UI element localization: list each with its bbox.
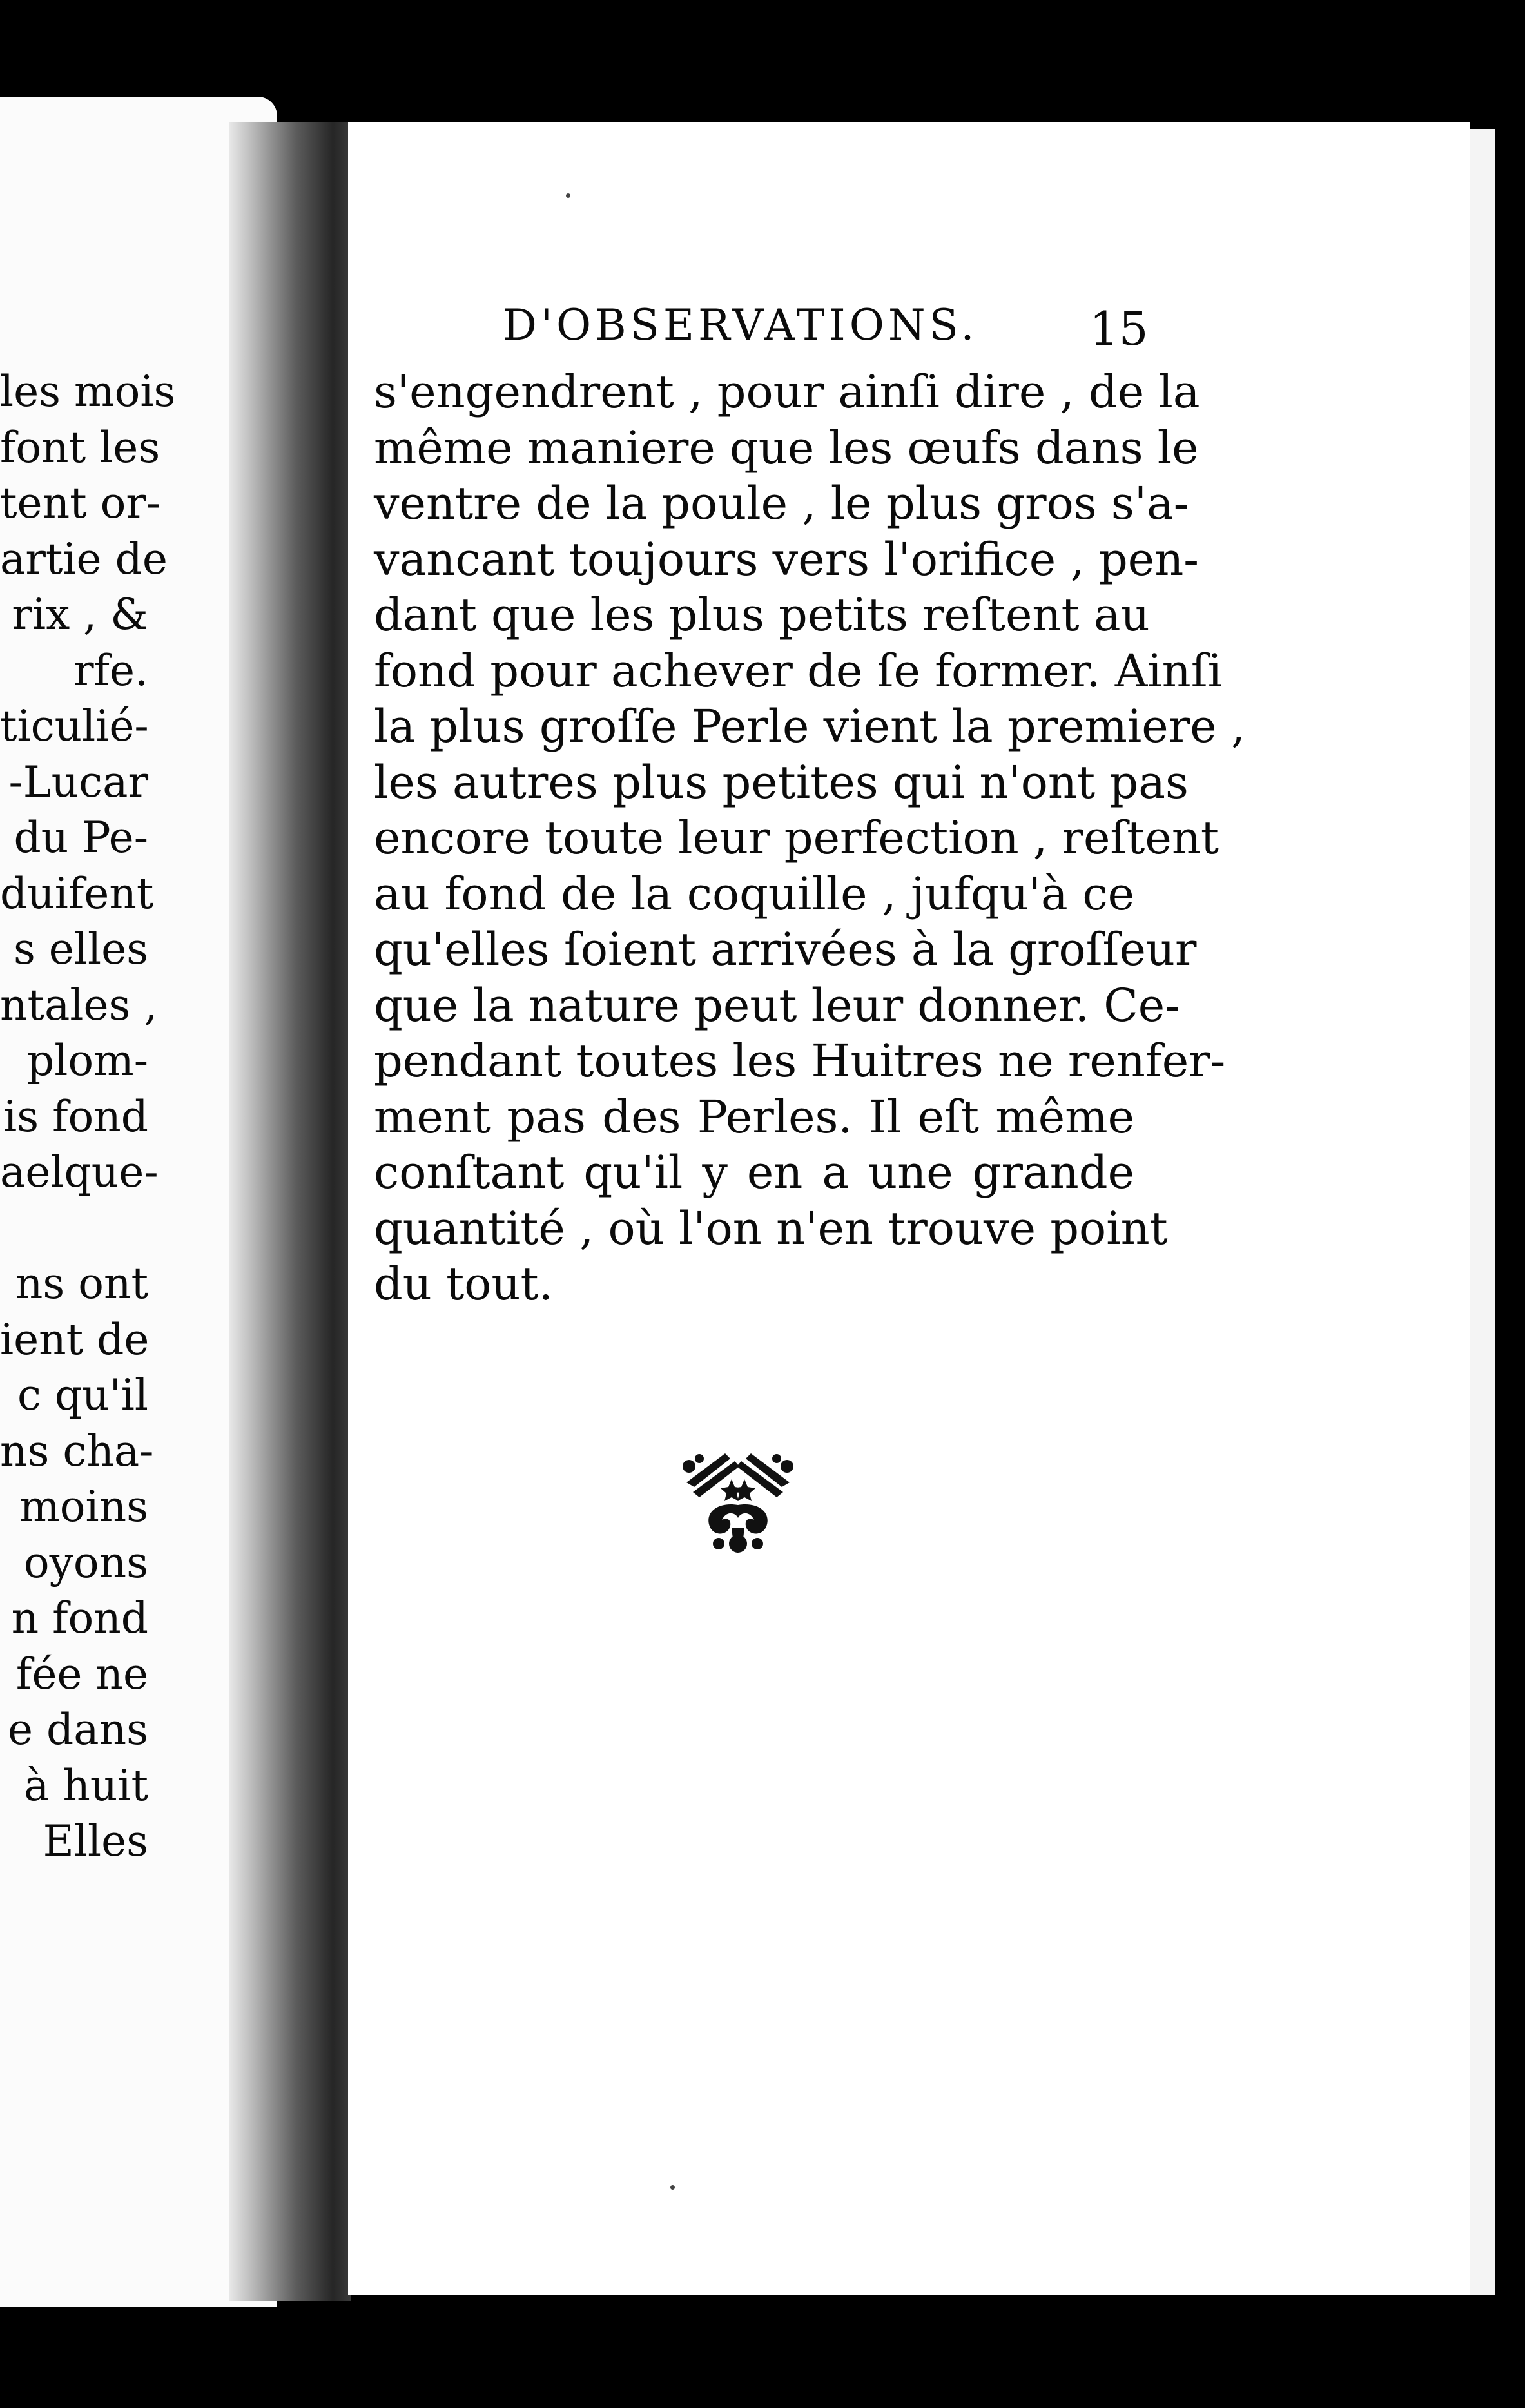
body-line: dant que les plus petits reſtent au [374,588,1150,641]
running-head [503,300,1147,351]
body-line: au fond de la coquille , jufqu'à ce [374,867,1134,920]
left-page-line: ient de [0,1314,150,1364]
body-line: encore toute leur perfection , reſtent [374,811,1219,864]
left-page-line: à huit [24,1760,148,1811]
body-line: que la nature peut leur donner. Ce- [374,978,1180,1032]
left-page-line [0,1201,148,1257]
left-page-line: ns cha- [0,1426,154,1476]
left-page-line: ns ont [15,1259,148,1308]
body-line: les autres plus petites qui n'ont pas [374,755,1189,809]
body-line: même maniere que les œufs dans le [374,421,1199,474]
left-page-line: plom- [27,1036,148,1085]
body-line: conſtant qu'il y en a une grande [374,1146,1134,1199]
left-page-line: -Lucar [8,757,148,807]
body-line: la plus groſſe Perle vient la premiere , [374,700,1246,753]
left-page-line: oyons [23,1537,148,1588]
left-page-line: tent or- [0,478,161,528]
page-number: 15 [1089,302,1149,356]
left-page-line: Elles [43,1816,148,1866]
left-page-line: rfe. [73,645,148,695]
running-head-title: D'OBSERVATIONS. [503,300,978,350]
body-line: du tout. [374,1257,553,1310]
left-page-text [0,364,176,1870]
left-page-line: duifent [0,868,154,918]
book-gutter-shadow [229,122,351,2301]
left-page-line: moins [19,1482,148,1531]
body-line: pendant toutes les Huitres ne renfer- [374,1034,1226,1087]
left-page-line: du Pe- [14,813,148,862]
body-line: vancant toujours vers l'orifice , pen- [374,532,1199,586]
body-text [374,364,1246,1312]
paper-speck [566,193,570,198]
left-page-line: artie de [0,534,168,584]
left-page-line: s elles [13,924,148,974]
left-page-line: is fond [3,1091,148,1141]
left-page-line: les mois [0,367,176,416]
fleuron-ornament-icon [680,1447,796,1557]
body-line: qu'elles ſoient arrivées à la groſſeur [374,923,1197,976]
right-page-edge [1470,129,1495,2295]
left-page-line: n fond [11,1593,148,1643]
body-line: quantité , où l'on n'en trouve point [374,1201,1168,1255]
left-page-line: c qu'il [17,1370,148,1420]
left-page-line: e dans [7,1705,148,1754]
body-line: ment pas des Perles. Il eſt même [374,1090,1134,1143]
left-page-line: ticulié- [0,701,149,751]
paper-speck [670,2185,675,2190]
left-page-line: rix , & [12,590,148,639]
left-page-line: font les [0,422,160,472]
left-page-line: fée ne [15,1649,148,1699]
body-line: s'engendrent , pour ainſi dire , de la [374,365,1200,418]
left-page-line: aelque- [0,1147,159,1197]
body-line: fond pour achever de ſe former. Ainſi [374,644,1223,697]
body-line: ventre de la poule , le plus gros s'a- [374,477,1189,530]
left-page-line: ntales , [0,980,158,1030]
